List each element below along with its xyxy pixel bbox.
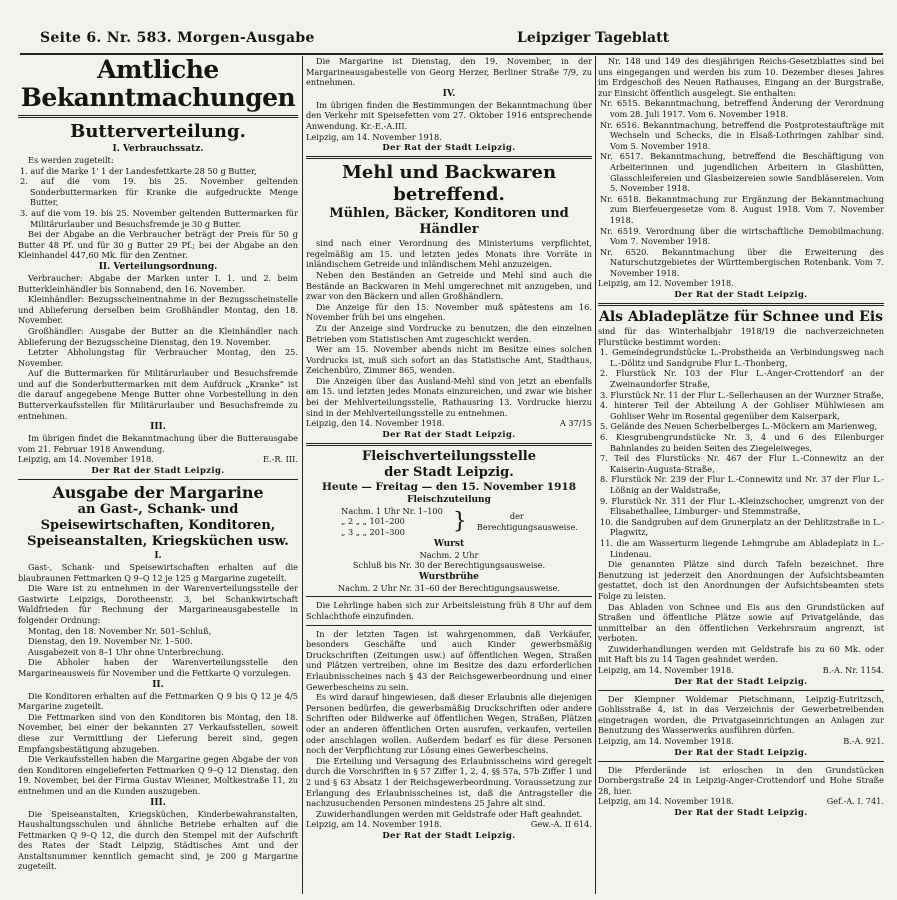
schedule-row: „ 3 „ „ 201–300	[341, 527, 405, 538]
notice-subtitle: an Gast-, Schank- und Speisewirtschaften, Konditoren, Speiseanstalten, Kriegsküchen usw.	[27, 502, 289, 550]
paragraph: Die genannten Plätze sind durch Tafeln bezeichnet. Ihre Benutzung ist jederzeit den Anordnungen der Aufsichtsbeamten gestattet, doch ist den Anordnungen der Aufsichtsbeamten stets Folge zu leisten.	[598, 559, 884, 601]
notice-title: der Stadt Leipzig.	[384, 464, 514, 480]
notice-subtitle: Mühlen, Bäcker, Konditoren und Händler	[329, 206, 569, 238]
list-item: 5. Gelände des Neuen Scherbelberges L.-Möckern am Marienweg,	[600, 421, 878, 432]
notice-title: Als Abladeplätze für Schnee und Eis	[598, 309, 884, 326]
signature: Der Rat der Stadt Leipzig.	[674, 675, 808, 686]
list-item: Nr. 6520. Bekanntmachung über die Erweiterung des Naturschutzgebietes der Württembergischen Rotenbank. Vom 7. November 1918.	[600, 246, 884, 278]
dateline	[306, 132, 592, 143]
paragraph: Zuwiderhandlungen werden mit Geldstrafe oder Haft geahndet.	[316, 808, 583, 819]
subsection-heading: Wurstbrühe	[418, 571, 480, 582]
paragraph: Die Speiseanstalten, Kriegsküchen, Kinderbewahranstalten, Haushaltungsschulen und ähnliche Betriebe erhalten auf die Fettmarken Q 9–Q 12, die durch den Stempel mit der Aufschrift des Rates der Stadt Leipzig, Städtisches Amt und der Anstaltsnummer kenntlich gemacht sind, je 200 g Margarine zugeteilt.	[18, 808, 298, 872]
schedule-rows	[341, 506, 443, 538]
dateline	[306, 418, 592, 429]
column-divider	[595, 56, 596, 894]
subsection-heading: I. Verbrauchssatz.	[112, 144, 204, 154]
signature: Der Rat der Stadt Leipzig.	[382, 428, 516, 439]
list-item: 6. Kiesgrubengrundstücke Nr. 3, 4 und 6 des Eilenburger Bahnlandes zu beiden Seiten des Ziegeleiweges,	[600, 432, 884, 453]
paragraph: Die Fettmarken sind von den Konditoren bis Montag, den 18. November, bei einer der bekannten 27 Verkaufsstellen, soweit diese zur Vermittlung der Lieferung bereit sind, gegen Empfangsbestätigung abzugeben.	[18, 711, 298, 754]
list-item: 1. auf die Marke 1' 1 der Landesfettkarte 28 50 g Butter,	[20, 165, 257, 176]
paragraph: Es werden zugeteilt:	[28, 155, 114, 165]
reference-number: Gef.-A. I. 741.	[826, 796, 884, 807]
list-item: Nr. 6515. Bekanntmachung, betreffend Änderung der Verordnung vom 28. Juli 1917. Vom 6. November 1918.	[600, 98, 884, 119]
paragraph: Zu der Anzeige sind Vordrucke zu benutzen, die den einzelnen Betrieben vom Statistischen Amt zugeschickt werden.	[306, 322, 592, 344]
paragraph: sind für das Winterhalbjahr 1918/19 die nachverzeichneten Flurstücke bestimmt worden:	[598, 326, 884, 347]
list-item: Nr. 6516. Bekanntmachung, betreffend die Postprotestaufträge mit Wechseln und Schecks, die in Elsaß-Lothringen zahlbar sind. Vom 5. November 1918.	[600, 119, 884, 151]
paragraph: Die Abholer haben der Warenverteilungsstelle den Margarineausweis für November und die Fettkarte Q vorzulegen.	[18, 657, 298, 678]
subsection-heading: Wurst	[433, 538, 465, 549]
signature: Der Rat der Stadt Leipzig.	[382, 829, 516, 840]
reference-number: E.-R. III.	[262, 454, 298, 465]
paragraph: Nr. 148 und 149 des diesjährigen Reichs-Gesetzblattes sind bei uns eingegangen und werden bis zum 10. Dezember dieses Jahres im Erdgeschoß des Neuen Rathauses, Eingang an der Burgstraße, zur Einsicht öffentlich ausgelegt. Sie enthalten:	[598, 56, 884, 98]
subsection-heading: III.	[150, 422, 166, 433]
paragraph: Es wird darauf hingewiesen, daß dieser Erlaubnis alle diejenigen Personen bedürfen, die gewerbsmäßig Druckschriften oder andere Schriften oder Bildwerke auf öffentlichen Wegen, Straßen, Plätzen oder an anderen öffentlichen Orten ausrufen, verkaufen, verteilen oder anschlagen wollen. Außerdem bedarf es für diese Personen noch der Verpflichtung zur Lösung eines Gewerbescheins.	[306, 692, 592, 756]
subsection-heading: I.	[154, 551, 162, 562]
notice-date: Heute — Freitag — den 15. November 1918	[321, 480, 576, 493]
dateline	[598, 665, 884, 676]
signature: Der Rat der Stadt Leipzig.	[91, 465, 225, 476]
header-rule	[20, 53, 883, 55]
paragraph: Die Erteilung und Versagung des Erlaubnisscheins wird geregelt durch die Vorschriften in § 57 Ziffer 1, 2, 4, §§ 57a, 57b Ziffer 1 und 2 und § 63 Absatz 1 der Reichsgewerbeordnung. Voraussetzung zur Erlangung des Erlaubnisscheines ist, daß die Antragsteller die nachzusuchenden Personen mindestens 25 Jahre alt sind.	[306, 755, 592, 809]
dateline	[306, 819, 592, 830]
signature: Der Rat der Stadt Leipzig.	[674, 746, 808, 757]
subsection-heading: II.	[152, 679, 164, 690]
date-text: Leipzig, am 14. November 1918.	[306, 819, 442, 830]
subsection-heading: II. Verteilungsordnung.	[98, 261, 218, 272]
date-text: Leipzig, am 14. November 1918.	[598, 796, 734, 807]
paragraph: Die Margarine ist Dienstag, den 19. November, in der Margarineausgabestelle von Georg Herzer, Berliner Straße 7/9, zu entnehmen.	[306, 56, 592, 88]
list-item: 8. Flurstück Nr. 239 der Flur L.-Connewitz und Nr. 37 der Flur L.-Lößnig an der Waldstraße,	[600, 474, 884, 495]
list-item: 7. Teil des Flurstücks Nr. 467 der Flur L.-Connewitz an der Kaiserin-Augusta-Straße,	[600, 453, 884, 474]
paragraph: Dienstag, den 19. November Nr. 1–500.	[28, 636, 193, 647]
paragraph: In der letzten Tagen ist wahrgenommen, daß Verkäufer, besonders Geschäfte und auch Kinder gewerbsmäßig Druckschriften (Zeitungen usw.) auf öffentlichen Wegen, Straßen und Plätzen vertreiben, ohne im Besitze des dazu erforderlichen Erlaubnisscheines nach § 43 der Reichsgewerbeordnung und einer Gewerbescheins zu sein.	[306, 628, 592, 692]
column-divider	[302, 56, 303, 894]
paragraph: Bei der Abgabe an die Verbraucher beträgt der Preis für 50 g Butter 48 Pf. und für 30 g Butter 29 Pf.; bei der Abgabe an den Kleinhandel 447,60 Mk. für den Zentner.	[18, 229, 298, 261]
reference-number: Gew.-A. II 614.	[530, 819, 592, 830]
reference-number: B.-A. Nr. 1154.	[822, 665, 884, 676]
dateline	[18, 454, 298, 465]
paragraph: Gast-, Schank- und Speisewirtschaften erhalten auf die blaubraunen Fettmarken Q 9–Q 12 je 125 g Margarine zugeteilt.	[18, 562, 298, 583]
paragraph: Ausgabezeit von 8–1 Uhr ohne Unterbrechung.	[28, 646, 224, 657]
date-text: Leipzig, am 14. November 1918.	[598, 665, 734, 676]
list-item: 11. die am Wasserturm liegende Lehmgrube am Abladeplatz in L.-Lindenau.	[600, 537, 884, 559]
section-title: Amtliche Bekanntmachungen	[20, 56, 296, 112]
list-item: 10. die Sandgruben auf dem Grunerplatz an der Dehlitzstraße in L.-Plagwitz,	[600, 516, 884, 538]
divider	[306, 443, 592, 446]
paragraph: Montag, den 18. November Nr. 501–Schluß,	[28, 625, 212, 636]
signature: Der Rat der Stadt Leipzig.	[674, 807, 808, 817]
divider	[306, 156, 592, 159]
paragraph: Auf die Buttermarken für Militärurlauber und Besuchsfremde und auf die Sonderbuttermarken mit dem Aufdruck „Kranke“ ist die darauf angegebene Menge Butter ohne Vorbestellung in den Butterverkaufsstellen für Militärurlauber und Besuchsfremde zu entnehmen.	[18, 368, 298, 421]
paragraph: Letzter Abholungstag für Verbraucher Montag, den 25. November.	[18, 347, 298, 368]
list-item: 1. Gemeindegrundstücke L.-Probstheida an Verbindungsweg nach L.-Dölitz und Sandgrube Flur L.-Thonberg,	[600, 347, 884, 368]
paragraph: Die Lehrlinge haben sich zur Arbeitsleistung früh 8 Uhr auf dem Schlachthofe einzufinden.	[306, 600, 592, 621]
column-2	[306, 56, 592, 894]
date-text: Leipzig, am 12. November 1918.	[598, 278, 734, 289]
dateline	[598, 796, 884, 807]
notice-title: Butterverteilung.	[70, 121, 246, 142]
page-header	[0, 0, 897, 56]
subsection-heading: Fleischzuteilung	[407, 494, 491, 505]
paragraph: Die Verkaufsstellen haben die Margarine gegen Abgabe der von den Konditoren eingelieferten Fettmarken Q 9–Q 12 Dienstag, den 19. November, bei der Firma Gustav Wiesner, Moltkestraße 11, zu entnehmen und an die Kunden auszugeben.	[18, 754, 298, 796]
header-right: Leipziger Tageblatt	[517, 30, 670, 46]
paragraph: Im übrigen findet die Bekanntmachung über die Butterausgabe vom 21. Februar 1918 Anwendung.	[18, 433, 298, 454]
schedule-table	[306, 506, 592, 538]
signature: Der Rat der Stadt Leipzig.	[674, 289, 808, 300]
paragraph: Neben den Beständen an Getreide und Mehl sind auch die Bestände an Backwaren in Mehl umgerechnet mit anzugeben, und zwar von den Bäckern und allen Großhändlern.	[306, 269, 592, 302]
divider	[306, 596, 592, 597]
paragraph: Die Anzeige für den 15. November muß spätestens am 16. November früh bei uns eingehen.	[306, 301, 592, 323]
paragraph: Wer am 15. November abends nicht im Besitze eines solchen Vordrucks ist, muß sich sofort an das Statistische Amt, Stadthaus, Zeichenbüro, Zimmer 865, wenden.	[306, 344, 592, 376]
header-left: Seite 6. Nr. 583. Morgen-Ausgabe	[40, 30, 315, 46]
divider	[18, 115, 298, 118]
divider	[598, 761, 884, 762]
list-item: Nr. 6519. Verordnung über die wirtschaftliche Demobilmachung. Vom 7. November 1918.	[600, 225, 884, 247]
paragraph: Der Klempner Woldemar Pietschmann, Leipzig-Eutritzsch, Gohlisstraße 4, ist in das Verzeichnis der Gewerbetreibenden eingetragen worden, die Privatgaseinrichtungen an Anlagen zur Benutzung des Wasserwerks ausführen dürfen.	[598, 693, 884, 736]
list-item: 2. Flurstück Nr. 103 der Flur L.-Anger-Crottendorf an der Zweinaundorfer Straße,	[600, 368, 884, 390]
list-item: 3. auf die vom 19. bis 25. November geltenden Buttermarken für Militärurlauber und Besuchsfremde je 30 g Butter.	[20, 207, 298, 229]
list-item: Nr. 6518. Bekanntmachung zur Ergänzung der Bekanntmachung zum Bierfeuergesetze vom 8. August 1918. Vom 7. November 1918.	[600, 193, 884, 225]
divider	[598, 690, 884, 691]
notice-title: Fleischverteilungsstelle	[362, 448, 536, 464]
paragraph: Nachm. 2 Uhr Nr. 31–60 der Berechtigungsausweise.	[338, 582, 560, 593]
subsection-heading: III.	[150, 797, 166, 808]
list-item: 4. hinterer Teil der Abteilung A der Gohliser Mühlwiesen am Gohliser Wehr im Rosental gegenüber dem Kaiserpark,	[600, 400, 884, 421]
column-3	[598, 56, 884, 894]
paragraph: Das Abladen von Schnee und Eis aus den Grundstücken auf Straßen und öffentliche Plätze sowie auf Privatgelände, das unmittelbar an den öffentlichen Verkehrsraum angrenzt, ist verboten.	[598, 601, 884, 644]
paragraph: Schluß bis Nr. 30 der Berechtigungsausweise.	[352, 560, 546, 571]
reference-number: B.-A. 921.	[843, 736, 884, 747]
date-text: Leipzig, am 14. November 1918.	[598, 736, 734, 747]
dateline	[598, 736, 884, 747]
divider	[598, 303, 884, 306]
paragraph: Im übrigen finden die Bestimmungen der Bekanntmachung über den Verkehr mit Speisefetten vom 27. Oktober 1916 entsprechende Anwendung. Kr.-E.-A.III.	[306, 99, 592, 131]
list-item: 9. Flurstück Nr. 311 der Flur L.-Kleinzschocher, umgrenzt von der Elisabethallee, Limburger- und Stemmstraße,	[600, 495, 884, 517]
date-text: Leipzig, am 14. November 1918.	[306, 131, 442, 142]
subsection-heading: IV.	[442, 88, 456, 99]
list-item: 2. auf die vom 19. bis 25. November geltenden Sonderbuttermarken für Kranke die aufgedruckte Menge Butter,	[20, 176, 298, 208]
dateline	[598, 278, 884, 289]
paragraph: Die Ware ist zu entnehmen in der Warenverteilungsstelle der Gastwirte Leipzigs, Dorotheenstr. 3, bei Schankwirtschaft Waldfrieden für Rechnung der Margarineausgabestelle in folgender Ordnung:	[18, 583, 298, 625]
divider	[306, 625, 592, 626]
notice-title: Ausgabe der Margarine	[52, 483, 264, 503]
signature: Der Rat der Stadt Leipzig.	[382, 142, 516, 153]
paragraph: Großhändler: Ausgabe der Butter an die Kleinhändler nach Ablieferung der Bezugsscheine Dienstag, den 19. November.	[18, 325, 298, 347]
brace-glyph: }	[452, 508, 467, 534]
list-item: 3. Flurstück Nr. 11 der Flur L.-Sellerhausen an der Wurzner Straße,	[600, 389, 884, 400]
date-text: Leipzig, den 14. November 1918.	[306, 418, 445, 429]
paragraph: Die Pferderände ist erloschen in den Grundstücken Dornbergstraße 24 in Leipzig-Anger-Crottendorf und Hohe Straße 28, hier.	[598, 764, 884, 796]
paragraph: Nachm. 2 Uhr	[419, 549, 479, 560]
schedule-row: Nachm. 1 Uhr Nr. 1–100	[341, 505, 443, 516]
column-1	[18, 56, 298, 894]
date-text: Leipzig, am 14. November 1918.	[18, 454, 154, 465]
paragraph: Die Konditoren erhalten auf die Fettmarken Q 9 bis Q 12 je 4/5 Margarine zugeteilt.	[18, 690, 298, 712]
paragraph: Verbraucher: Abgabe der Marken unter I. 1. und 2. beim Butterkleinhändler bis Sonnabend, den 16. November.	[18, 272, 298, 294]
list-item: Nr. 6517. Bekanntmachung, betreffend die Beschäftigung von Arbeiterinnen und jugendlichen Arbeitern in Glashütten, Glasschleifereien und Glasbeizereien sowie Sandbläsereien. Vom 5. November 1918.	[600, 151, 884, 194]
schedule-note: der Berechtigungsausweise.	[476, 511, 578, 532]
paragraph: sind nach einer Verordnung des Ministeriums verpflichtet, regelmäßig am 15. und letzten jedes Monats ihre Vorräte in inländischem Getreide und inländischem Mehl anzuzeigen.	[306, 238, 592, 270]
notice-title: Mehl und Backwaren betreffend.	[341, 162, 557, 206]
divider	[18, 479, 298, 480]
reference-number: A 37/15	[559, 418, 592, 429]
paragraph: Die Anzeigen über das Ausland-Mehl sind von jetzt an ebenfalls am 15. und letzten jedes Monats einzureichen, und zwar wie bisher bei der Mehlverteilungsstelle, Rathausring 13. Vordrucke hierzu sind in der Mehlverteilungsstelle zu entnehmen.	[306, 375, 592, 418]
schedule-row: „ 2 „ „ 101–200	[341, 516, 405, 527]
paragraph: Zuwiderhandlungen werden mit Geldstrafe bis zu 60 Mk. oder mit Haft bis zu 14 Tagen geahndet werden.	[598, 643, 884, 665]
paragraph: Kleinhändler: Bezugsscheinentnahme in der Bezugsscheinstelle und Ablieferung derselben beim Großhändler Montag, den 18. November.	[18, 294, 298, 326]
